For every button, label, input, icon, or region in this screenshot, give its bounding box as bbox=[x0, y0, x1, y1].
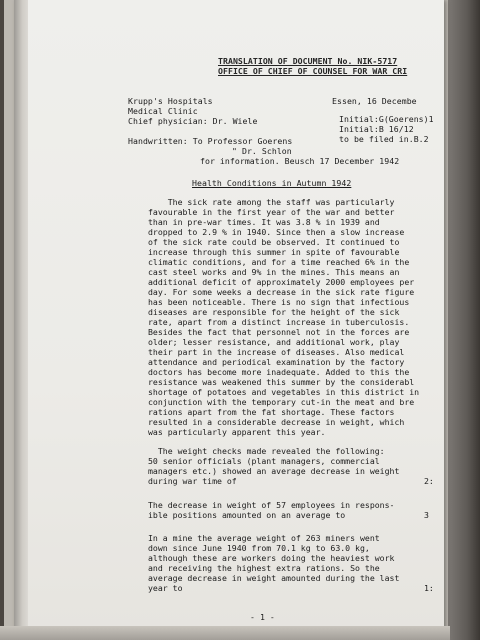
handwritten-line3: for information. Beusch 17 December 1942 bbox=[200, 156, 400, 166]
paragraph-line: than in pre-war times. It was 3.8 % in 1939 and bbox=[148, 217, 380, 227]
paragraph-line: rations apart from the fat shortage. These factors bbox=[148, 407, 395, 417]
document-header-line2: OFFICE OF CHIEF OF COUNSEL FOR WAR CRI bbox=[218, 66, 408, 76]
paragraph-line: year to bbox=[148, 583, 183, 593]
paragraph-line: of the sick rate could be observed. It continued to bbox=[148, 237, 400, 247]
paragraph-line: dropped to 2.9 % in 1940. Since then a slow increase bbox=[148, 227, 405, 237]
paragraph-line: shortage of potatoes and vegetables in this district in bbox=[148, 387, 420, 397]
page-number: - 1 - bbox=[250, 612, 275, 622]
background-surface bbox=[448, 0, 480, 640]
initial-line3: to be filed in.B.2 bbox=[339, 134, 429, 144]
paragraph-line: doctors has become more inadequate. Added to this the bbox=[148, 367, 410, 377]
sender-line3: Chief physician: Dr. Wiele bbox=[128, 116, 258, 126]
paragraph-line: managers etc.) showed an average decrease in weight bbox=[148, 466, 400, 476]
miners-weight-value: 1: bbox=[424, 583, 434, 593]
page-bottom-edge bbox=[0, 626, 450, 640]
paragraph-line: rate, apart from a distinct increase in tuberculosis. bbox=[148, 317, 410, 327]
paragraph-health bbox=[148, 197, 438, 437]
paragraph-line: cast steel works and 9% in the mines. This means an bbox=[148, 267, 400, 277]
handwritten-line1: Handwritten: To Professor Goerens bbox=[128, 136, 293, 146]
paragraph-line: The sick rate among the staff was particularly bbox=[148, 197, 395, 207]
paragraph-line: older; lesser resistance, and additional work, play bbox=[148, 337, 400, 347]
document-header-line1: TRANSLATION OF DOCUMENT No. NIK-5717 bbox=[218, 56, 398, 66]
paragraph-weight-employees bbox=[148, 500, 438, 520]
paragraph-line: increase through this summer in spite of favourable bbox=[148, 247, 400, 257]
paragraph-line: climatic conditions, and for a time reached 6% in the bbox=[148, 257, 410, 267]
paragraph-line: their part in the increase of diseases. Also medical bbox=[148, 347, 405, 357]
paragraph-line: diseases are responsible for the height of the sick bbox=[148, 307, 400, 317]
initial-line1: Initial:G(Goerens)1 bbox=[339, 114, 434, 124]
paragraph-weight-officials bbox=[148, 446, 438, 486]
paragraph-line: favourable in the first year of the war and better bbox=[148, 207, 395, 217]
paragraph-weight-miners bbox=[148, 533, 438, 593]
sender-line2: Medical Clinic bbox=[128, 106, 198, 116]
paragraph-line: ible positions amounted on an average to bbox=[148, 510, 346, 520]
paragraph-line: attendance and periodical examination by the factory bbox=[148, 357, 405, 367]
page-edge bbox=[14, 0, 28, 640]
section-title: Health Conditions in Autumn 1942 bbox=[192, 178, 352, 188]
document-page bbox=[14, 0, 444, 640]
paragraph-line: and receiving the highest extra rations. So the bbox=[148, 563, 380, 573]
paragraph-line: average decrease in weight amounted during the last bbox=[148, 573, 400, 583]
paragraph-line: additional deficit of approximately 2000 employees per bbox=[148, 277, 415, 287]
paragraph-line: In a mine the average weight of 263 miners went bbox=[148, 533, 380, 543]
paragraph-line: during war time of bbox=[148, 476, 237, 486]
handwritten-line2: " Dr. Schlon bbox=[232, 146, 292, 156]
paragraph-line: resulted in a considerable decrease in weight, which bbox=[148, 417, 405, 427]
paragraph-line: resistance was weakened this summer by the considerabl bbox=[148, 377, 415, 387]
paragraph-line: was particularly apparent this year. bbox=[148, 427, 326, 437]
sender-line1: Krupp's Hospitals bbox=[128, 96, 213, 106]
paragraph-line: has been noticeable. There is no sign that infectious bbox=[148, 297, 410, 307]
paragraph-line: The weight checks made revealed the following: bbox=[148, 446, 385, 456]
officials-weight-value: 2: bbox=[424, 476, 434, 486]
paragraph-line: day. For some weeks a decrease in the sick rate figure bbox=[148, 287, 415, 297]
paragraph-line: down since June 1940 from 70.1 kg to 63.0 kg, bbox=[148, 543, 370, 553]
paragraph-line: although these are workers doing the heaviest work bbox=[148, 553, 395, 563]
paragraph-line: conjunction with the temporary cut-in the meat and bre bbox=[148, 397, 415, 407]
initial-line2: Initial:B 16/12 bbox=[339, 124, 414, 134]
paragraph-line: 50 senior officials (plant managers, commercial bbox=[148, 456, 380, 466]
paragraph-line: Besides the fact that personnel not in the forces are bbox=[148, 327, 410, 337]
employees-weight-value: 3 bbox=[424, 510, 429, 520]
paragraph-line: The decrease in weight of 57 employees in respons- bbox=[148, 500, 395, 510]
document-date: Essen, 16 Decembe bbox=[332, 96, 417, 106]
